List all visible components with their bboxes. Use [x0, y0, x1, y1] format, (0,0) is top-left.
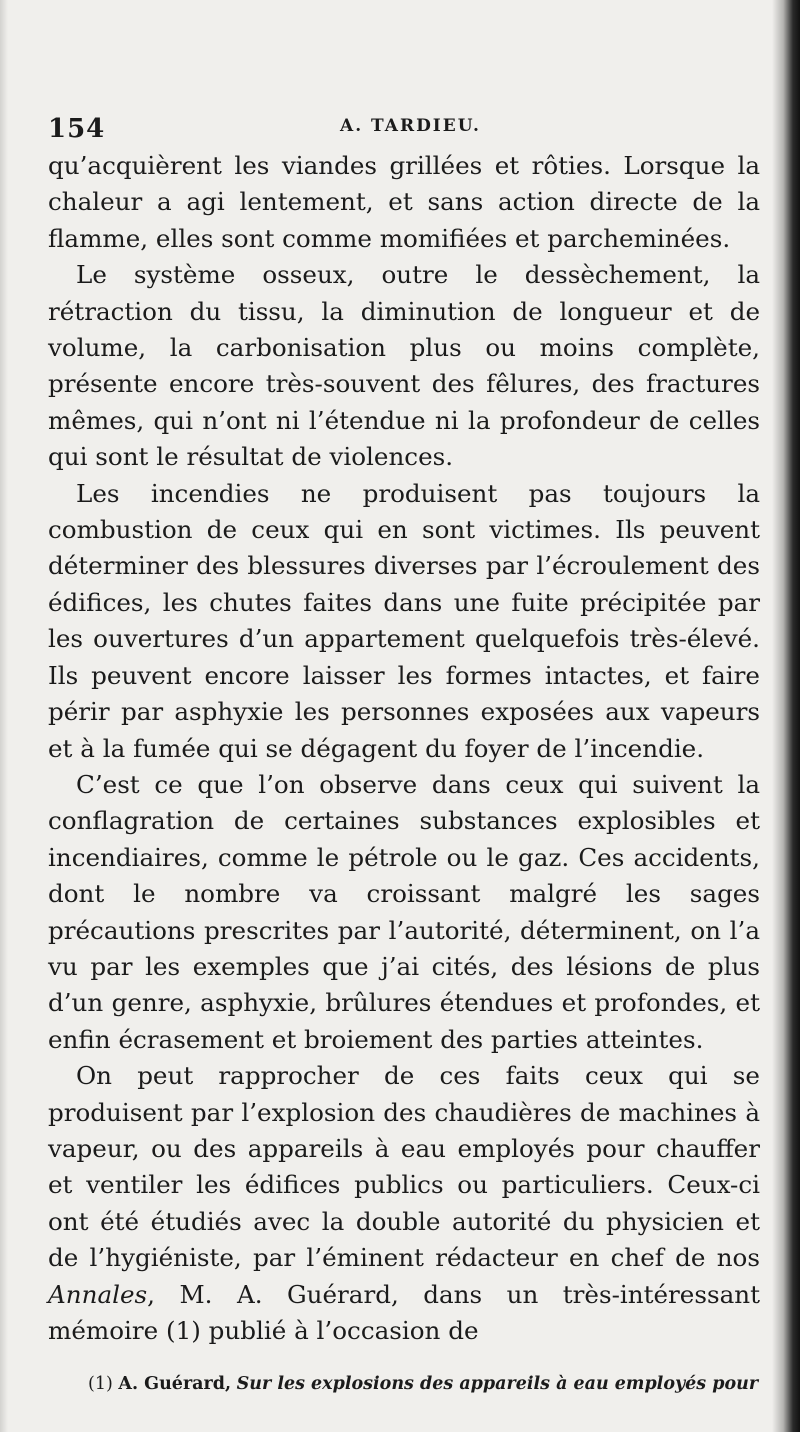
paragraph-1: qu’acquièrent les viandes grillées et rôties. Lorsque la chaleur a agi lentement, et sans action directe de la flamme, elles sont comme momifiées et parcheminées. [48, 151, 760, 253]
page-left-edge [0, 0, 8, 1432]
paragraph-5 [48, 1058, 760, 1349]
footnote [88, 1374, 778, 1394]
footnote-author: A. Guérard, [118, 1374, 232, 1394]
paragraph-5-text-before: On peut rapprocher de ces faits ceux qui se produisent par l’explosion des chaudières de machines à vapeur, ou des appareils à eau employés pour chauffer et ventiler les édifices publics ou particuliers. Ceux-ci ont été étudiés avec la double autorité du physicien et de l’hygiéniste, par l’éminent rédacteur en chef de nos [48, 1061, 760, 1273]
book-page [48, 108, 760, 1349]
binding-shadow [772, 0, 800, 1432]
body-text [48, 148, 760, 1349]
running-head [48, 108, 760, 148]
footnote-title: Sur les explosions des appareils à eau employés pour [236, 1374, 759, 1394]
page-number: 154 [48, 114, 106, 144]
journal-title: Annales [48, 1279, 148, 1309]
paragraph-5-text-after: , M. A. Guérard, dans un très-intéressant mémoire (1) publié à l’occasion de [48, 1279, 760, 1345]
footnote-marker: (1) [88, 1374, 113, 1394]
running-title: A. TARDIEU. [340, 116, 481, 136]
paragraph-3: Les incendies ne produisent pas toujours la combustion de ceux qui en sont victimes. Ils peuvent déterminer des blessures diverses par l’écroulement des édifices, les chutes faites dans une fuite précipitée par les ouvertures d’un appartement quelquefois très-élevé. Ils peuvent encore laisser les formes intactes, et faire périr par asphyxie les personnes exposées aux vapeurs et à la fumée qui se dégagent du foyer de l’incendie. [48, 478, 760, 763]
paragraph-2: Le système osseux, outre le dessèchement, la rétraction du tissu, la diminution de longueur et de volume, la carbonisation plus ou moins complète, présente encore très-souvent des fêlures, des fractures mêmes, qui n’ont ni l’étendue ni la profondeur de celles qui sont le résultat de violences. [48, 260, 760, 472]
paragraph-4: C’est ce que l’on observe dans ceux qui suivent la conflagration de certaines substances explosibles et incendiaires, comme le pétrole ou le gaz. Ces accidents, dont le nombre va croissant malgré les sages précautions prescrites par l’autorité, déterminent, on l’a vu par les exemples que j’ai cités, des lésions de plus d’un genre, asphyxie, brûlures étendues et profondes, et enfin écrasement et broiement des parties atteintes. [48, 769, 760, 1054]
